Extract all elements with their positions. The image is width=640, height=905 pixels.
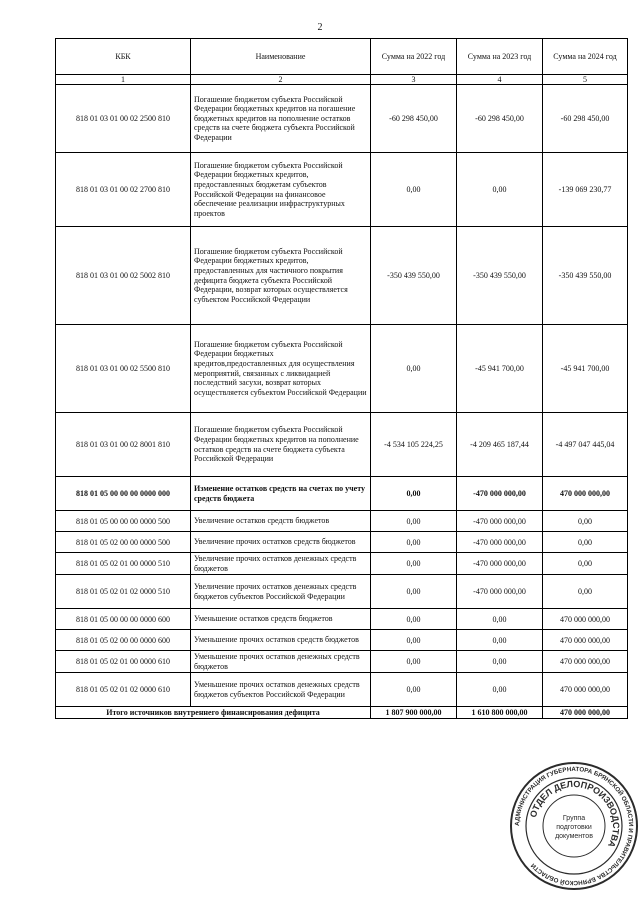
name-cell: Увеличение остатков средств бюджетов [191,511,371,532]
amount-2024-cell: 470 000 000,00 [543,609,628,630]
kbk-cell: 818 01 05 02 00 00 0000 500 [56,532,191,553]
name-cell: Погашение бюджетом субъекта Российской Федерации бюджетных кредитов, предоставленных бюджетам субъектов Российской Федерации на финансовое обеспечение реализации инфраструктурных проектов [191,153,371,227]
amount-2024-cell: 0,00 [543,553,628,575]
table-row [56,477,628,511]
amount-2022-cell: 0,00 [371,553,457,575]
kbk-cell: 818 01 05 00 00 00 0000 600 [56,609,191,630]
amount-2022-cell: 0,00 [371,673,457,707]
stamp-line2: подготовки [556,824,592,831]
official-stamp [508,760,640,892]
amount-2023-cell: 0,00 [457,609,543,630]
column-number: 2 [191,75,371,85]
amount-2023-cell: -470 000 000,00 [457,575,543,609]
amount-2024-cell: 0,00 [543,532,628,553]
kbk-cell: 818 01 05 02 00 00 0000 600 [56,630,191,651]
amount-2024-cell: 470 000 000,00 [543,651,628,673]
amount-2022-cell: 0,00 [371,477,457,511]
total-2024: 470 000 000,00 [543,707,628,719]
header-2023: Сумма на 2023 год [457,39,543,75]
amount-2024-cell: 0,00 [543,575,628,609]
kbk-cell: 818 01 03 01 00 02 5002 810 [56,227,191,325]
amount-2023-cell: -350 439 550,00 [457,227,543,325]
amount-2023-cell: 0,00 [457,153,543,227]
table-row [56,85,628,153]
header-2024: Сумма на 2024 год [543,39,628,75]
name-cell: Уменьшение прочих остатков средств бюджетов [191,630,371,651]
kbk-cell: 818 01 05 00 00 00 0000 000 [56,477,191,511]
table-row [56,673,628,707]
amount-2022-cell: 0,00 [371,609,457,630]
amount-2023-cell: -470 000 000,00 [457,532,543,553]
kbk-cell: 818 01 03 01 00 02 2700 810 [56,153,191,227]
amount-2022-cell: 0,00 [371,511,457,532]
total-label: Итого источников внутреннего финансирования дефицита [56,707,371,719]
amount-2022-cell: 0,00 [371,575,457,609]
stamp-ring-text: АДМИНИСТРАЦИЯ ГУБЕРНАТОРА БРЯНСКОЙ ОБЛАСТИ И ПРАВИТЕЛЬСТВА БРЯНСКОЙ ОБЛАСТИ [513,765,635,887]
header-name: Наименование [191,39,371,75]
header-2022: Сумма на 2022 год [371,39,457,75]
table-row [56,553,628,575]
amount-2023-cell: 0,00 [457,673,543,707]
table-row [56,153,628,227]
stamp-line1: Группа [562,815,586,822]
table-row [56,651,628,673]
kbk-cell: 818 01 05 00 00 00 0000 500 [56,511,191,532]
table-row [56,227,628,325]
table-row [56,511,628,532]
table-row [56,325,628,413]
amount-2022-cell: -60 298 450,00 [371,85,457,153]
column-number: 3 [371,75,457,85]
name-cell: Уменьшение прочих остатков денежных средств бюджетов [191,651,371,673]
kbk-cell: 818 01 03 01 00 02 8001 810 [56,413,191,477]
amount-2023-cell: -470 000 000,00 [457,477,543,511]
amount-2024-cell: -4 497 047 445,04 [543,413,628,477]
amount-2022-cell: 0,00 [371,630,457,651]
amount-2024-cell: -45 941 700,00 [543,325,628,413]
amount-2023-cell: -45 941 700,00 [457,325,543,413]
kbk-cell: 818 01 05 02 01 02 0000 610 [56,673,191,707]
header-kbk: КБК [56,39,191,75]
amount-2022-cell: 0,00 [371,325,457,413]
amount-2022-cell: -350 439 550,00 [371,227,457,325]
name-cell: Погашение бюджетом субъекта Российской Федерации бюджетных кредитов,предоставленных для осуществления мероприятий, связанных с ликвидацией последствий засухи, возврат которых осуществляется субъектом Российской Федерации [191,325,371,413]
column-number: 4 [457,75,543,85]
total-2022: 1 807 900 000,00 [371,707,457,719]
name-cell: Погашение бюджетом субъекта Российской Федерации бюджетных кредитов на пополнение остатков средств на счете бюджета субъекта Российской Федерации [191,413,371,477]
amount-2024-cell: 470 000 000,00 [543,673,628,707]
kbk-cell: 818 01 05 02 01 00 0000 510 [56,553,191,575]
table-row [56,609,628,630]
amount-2024-cell: -350 439 550,00 [543,227,628,325]
financing-sources-table [55,38,628,719]
name-cell: Изменение остатков средств на счетах по учету средств бюджета [191,477,371,511]
column-number: 1 [56,75,191,85]
page-number: 2 [317,22,323,33]
stamp-dept-text: ОТДЕЛ ДЕЛОПРОИЗВОДСТВА [528,778,622,850]
name-cell: Погашение бюджетом субъекта Российской Федерации бюджетных кредитов, предоставленных для частичного покрытия дефицита бюджета субъекта Российской Федерации, возврат которых осуществляется субъектом Российской Федерации [191,227,371,325]
column-number: 5 [543,75,628,85]
amount-2023-cell: -470 000 000,00 [457,511,543,532]
total-2023: 1 610 800 000,00 [457,707,543,719]
kbk-cell: 818 01 03 01 00 02 5500 810 [56,325,191,413]
amount-2022-cell: 0,00 [371,532,457,553]
amount-2022-cell: 0,00 [371,153,457,227]
kbk-cell: 818 01 05 02 01 00 0000 610 [56,651,191,673]
amount-2024-cell: -60 298 450,00 [543,85,628,153]
name-cell: Увеличение прочих остатков денежных средств бюджетов субъектов Российской Федерации [191,575,371,609]
kbk-cell: 818 01 05 02 01 02 0000 510 [56,575,191,609]
name-cell: Уменьшение прочих остатков денежных средств бюджетов субъектов Российской Федерации [191,673,371,707]
name-cell: Уменьшение остатков средств бюджетов [191,609,371,630]
amount-2024-cell: -139 069 230,77 [543,153,628,227]
total-row [56,707,628,719]
table-row [56,630,628,651]
table-row [56,532,628,553]
amount-2023-cell: -60 298 450,00 [457,85,543,153]
name-cell: Увеличение прочих остатков средств бюджетов [191,532,371,553]
amount-2024-cell: 470 000 000,00 [543,477,628,511]
name-cell: Увеличение прочих остатков денежных средств бюджетов [191,553,371,575]
amount-2022-cell: 0,00 [371,651,457,673]
amount-2023-cell: 0,00 [457,651,543,673]
name-cell: Погашение бюджетом субъекта Российской Федерации бюджетных кредитов на погашение бюджетных кредитов на пополнение остатков средств на счете бюджета субъекта Российской Федерации [191,85,371,153]
table-row [56,575,628,609]
stamp-line3: документов [555,833,593,840]
amount-2023-cell: -4 209 465 187,44 [457,413,543,477]
amount-2024-cell: 0,00 [543,511,628,532]
table-row [56,413,628,477]
column-number-row [56,75,628,85]
kbk-cell: 818 01 03 01 00 02 2500 810 [56,85,191,153]
amount-2023-cell: 0,00 [457,630,543,651]
amount-2024-cell: 470 000 000,00 [543,630,628,651]
amount-2023-cell: -470 000 000,00 [457,553,543,575]
amount-2022-cell: -4 534 105 224,25 [371,413,457,477]
